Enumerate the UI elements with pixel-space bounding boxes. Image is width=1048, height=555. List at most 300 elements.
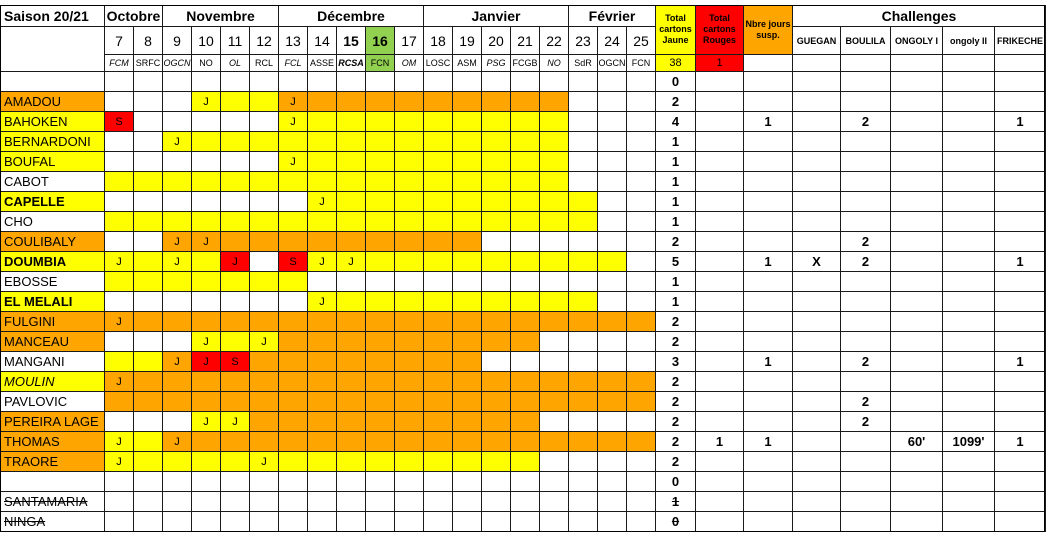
suspension-cell[interactable] (744, 132, 793, 152)
matchday-cell[interactable] (511, 192, 540, 212)
matchday-cell[interactable] (395, 92, 424, 112)
challenge-cell[interactable] (943, 112, 995, 132)
matchday-cell[interactable] (424, 492, 453, 512)
matchday-cell[interactable] (540, 112, 569, 132)
matchday-cell[interactable] (627, 112, 656, 132)
matchday-cell[interactable] (134, 352, 163, 372)
matchday-cell[interactable] (424, 252, 453, 272)
matchday-cell[interactable] (163, 172, 192, 192)
player-name[interactable]: MANGANI (0, 352, 105, 372)
matchday-cell[interactable] (540, 492, 569, 512)
matchday-cell[interactable] (337, 112, 366, 132)
matchday-cell[interactable] (366, 412, 395, 432)
matchday-cell[interactable] (424, 92, 453, 112)
matchday-cell[interactable] (192, 312, 221, 332)
matchday-cell[interactable] (308, 432, 337, 452)
matchday-cell[interactable] (221, 92, 250, 112)
day-header[interactable]: 16 (366, 27, 395, 55)
yellow-total-cell[interactable]: 1 (656, 292, 696, 312)
matchday-cell[interactable] (134, 472, 163, 492)
matchday-cell[interactable] (482, 212, 511, 232)
matchday-cell[interactable] (279, 272, 308, 292)
yellow-total-value[interactable]: 38 (656, 55, 696, 72)
matchday-cell[interactable] (395, 232, 424, 252)
month-header[interactable]: Octobre (105, 5, 163, 27)
opponent-header[interactable]: ASM (453, 55, 482, 72)
red-total-cell[interactable] (696, 192, 744, 212)
red-total-cell[interactable] (696, 112, 744, 132)
matchday-cell[interactable] (366, 172, 395, 192)
player-name[interactable]: BAHOKEN (0, 112, 105, 132)
matchday-cell[interactable] (163, 512, 192, 532)
matchday-cell[interactable] (221, 152, 250, 172)
red-total-cell[interactable] (696, 72, 744, 92)
matchday-cell[interactable] (627, 412, 656, 432)
matchday-cell[interactable] (511, 272, 540, 292)
challenge-cell[interactable] (995, 212, 1046, 232)
challenge-cell[interactable] (793, 492, 841, 512)
matchday-cell[interactable] (134, 512, 163, 532)
matchday-cell[interactable] (337, 472, 366, 492)
challenge-cell[interactable] (841, 92, 891, 112)
matchday-cell[interactable] (134, 392, 163, 412)
matchday-cell[interactable] (482, 172, 511, 192)
matchday-cell[interactable] (627, 152, 656, 172)
suspension-cell[interactable] (744, 212, 793, 232)
matchday-cell[interactable] (482, 152, 511, 172)
challenge-cell[interactable] (793, 132, 841, 152)
red-total-cell[interactable] (696, 412, 744, 432)
challenge-cell[interactable] (793, 512, 841, 532)
matchday-cell[interactable] (192, 152, 221, 172)
matchday-cell[interactable] (221, 432, 250, 452)
day-header[interactable]: 11 (221, 27, 250, 55)
matchday-cell[interactable] (424, 272, 453, 292)
matchday-cell[interactable]: J (192, 232, 221, 252)
matchday-cell[interactable]: J (192, 352, 221, 372)
challenge-cell[interactable]: 60' (891, 432, 943, 452)
matchday-cell[interactable] (163, 112, 192, 132)
matchday-cell[interactable] (105, 512, 134, 532)
matchday-cell[interactable] (395, 392, 424, 412)
challenge-cell[interactable] (891, 492, 943, 512)
challenge-cell[interactable] (943, 232, 995, 252)
player-name[interactable] (0, 72, 105, 92)
suspension-cell[interactable] (744, 192, 793, 212)
player-name[interactable]: CABOT (0, 172, 105, 192)
player-name[interactable]: PAVLOVIC (0, 392, 105, 412)
matchday-cell[interactable] (250, 92, 279, 112)
matchday-cell[interactable] (395, 352, 424, 372)
challenge-cell[interactable]: 2 (841, 232, 891, 252)
challenge-cell[interactable] (891, 252, 943, 272)
matchday-cell[interactable] (540, 372, 569, 392)
matchday-cell[interactable] (250, 112, 279, 132)
player-name[interactable] (0, 472, 105, 492)
opponent-header[interactable]: NO (192, 55, 221, 72)
opponent-header[interactable]: OGCN (163, 55, 192, 72)
challenge-cell[interactable]: 1 (995, 432, 1046, 452)
yellow-total-cell[interactable]: 0 (656, 512, 696, 532)
day-header[interactable]: 17 (395, 27, 424, 55)
red-total-cell[interactable] (696, 452, 744, 472)
matchday-cell[interactable] (598, 292, 627, 312)
matchday-cell[interactable] (221, 452, 250, 472)
matchday-cell[interactable] (511, 252, 540, 272)
challenge-cell[interactable] (891, 472, 943, 492)
matchday-cell[interactable] (279, 292, 308, 312)
matchday-cell[interactable] (511, 332, 540, 352)
matchday-cell[interactable] (163, 412, 192, 432)
month-header[interactable]: Novembre (163, 5, 279, 27)
matchday-cell[interactable] (105, 472, 134, 492)
matchday-cell[interactable] (221, 112, 250, 132)
yellow-total-cell[interactable]: 2 (656, 432, 696, 452)
matchday-cell[interactable] (424, 312, 453, 332)
matchday-cell[interactable] (221, 132, 250, 152)
player-name[interactable]: FULGINI (0, 312, 105, 332)
matchday-cell[interactable] (163, 492, 192, 512)
matchday-cell[interactable] (221, 272, 250, 292)
opponent-header[interactable]: RCSA (337, 55, 366, 72)
matchday-cell[interactable] (540, 172, 569, 192)
matchday-cell[interactable] (250, 212, 279, 232)
matchday-cell[interactable] (337, 392, 366, 412)
challenge-cell[interactable] (943, 472, 995, 492)
matchday-cell[interactable] (105, 352, 134, 372)
matchday-cell[interactable] (163, 332, 192, 352)
matchday-cell[interactable]: S (221, 352, 250, 372)
suspension-cell[interactable] (744, 492, 793, 512)
opponent-header[interactable]: FCGB (511, 55, 540, 72)
matchday-cell[interactable] (598, 232, 627, 252)
matchday-cell[interactable]: J (163, 232, 192, 252)
matchday-cell[interactable] (250, 232, 279, 252)
matchday-cell[interactable] (134, 112, 163, 132)
matchday-cell[interactable] (511, 232, 540, 252)
challenge-cell[interactable] (793, 92, 841, 112)
matchday-cell[interactable] (569, 492, 598, 512)
matchday-cell[interactable] (598, 252, 627, 272)
matchday-cell[interactable] (163, 72, 192, 92)
matchday-cell[interactable] (569, 212, 598, 232)
matchday-cell[interactable] (134, 172, 163, 192)
matchday-cell[interactable] (279, 132, 308, 152)
challenge-cell[interactable] (841, 212, 891, 232)
challenge-cell[interactable] (891, 352, 943, 372)
matchday-cell[interactable] (279, 472, 308, 492)
matchday-cell[interactable] (395, 492, 424, 512)
challenge-cell[interactable] (995, 472, 1046, 492)
matchday-cell[interactable] (598, 312, 627, 332)
matchday-cell[interactable] (337, 72, 366, 92)
matchday-cell[interactable] (366, 112, 395, 132)
matchday-cell[interactable] (279, 412, 308, 432)
challenge-cell[interactable] (943, 172, 995, 192)
challenge-header[interactable]: GUEGAN (793, 27, 841, 55)
player-name[interactable]: SANTAMARIA (0, 492, 105, 512)
matchday-cell[interactable] (337, 192, 366, 212)
matchday-cell[interactable] (540, 252, 569, 272)
challenge-cell[interactable]: 1 (995, 352, 1046, 372)
matchday-cell[interactable] (308, 452, 337, 472)
challenge-cell[interactable] (943, 332, 995, 352)
matchday-cell[interactable] (134, 312, 163, 332)
matchday-cell[interactable] (540, 352, 569, 372)
challenge-cell[interactable] (995, 192, 1046, 212)
matchday-cell[interactable] (192, 292, 221, 312)
challenge-cell[interactable] (841, 372, 891, 392)
matchday-cell[interactable]: J (250, 452, 279, 472)
opponent-header[interactable]: FCL (279, 55, 308, 72)
matchday-cell[interactable] (540, 452, 569, 472)
yellow-total-cell[interactable]: 1 (656, 192, 696, 212)
matchday-cell[interactable] (395, 292, 424, 312)
challenge-blank[interactable] (891, 55, 943, 72)
player-name[interactable]: AMADOU (0, 92, 105, 112)
suspension-cell[interactable] (744, 452, 793, 472)
challenge-cell[interactable] (793, 212, 841, 232)
challenge-cell[interactable]: 2 (841, 352, 891, 372)
challenge-cell[interactable] (793, 372, 841, 392)
challenge-header[interactable]: FRIKECHE (995, 27, 1046, 55)
matchday-cell[interactable] (221, 312, 250, 332)
matchday-cell[interactable] (627, 312, 656, 332)
matchday-cell[interactable] (453, 512, 482, 532)
matchday-cell[interactable] (163, 312, 192, 332)
challenge-cell[interactable] (943, 152, 995, 172)
player-name[interactable]: EBOSSE (0, 272, 105, 292)
challenge-cell[interactable] (943, 132, 995, 152)
matchday-cell[interactable] (134, 492, 163, 512)
challenge-cell[interactable] (943, 252, 995, 272)
matchday-cell[interactable] (105, 492, 134, 512)
yellow-total-cell[interactable]: 1 (656, 212, 696, 232)
matchday-cell[interactable] (366, 292, 395, 312)
matchday-cell[interactable] (105, 392, 134, 412)
matchday-cell[interactable] (192, 212, 221, 232)
matchday-cell[interactable] (453, 112, 482, 132)
red-total-cell[interactable] (696, 232, 744, 252)
matchday-cell[interactable] (627, 272, 656, 292)
matchday-cell[interactable] (540, 92, 569, 112)
matchday-cell[interactable] (395, 372, 424, 392)
matchday-cell[interactable] (308, 472, 337, 492)
matchday-cell[interactable] (134, 332, 163, 352)
red-total-cell[interactable] (696, 472, 744, 492)
matchday-cell[interactable] (279, 212, 308, 232)
matchday-cell[interactable] (105, 332, 134, 352)
matchday-cell[interactable] (221, 212, 250, 232)
matchday-cell[interactable] (308, 272, 337, 292)
opponent-header[interactable]: OM (395, 55, 424, 72)
matchday-cell[interactable] (598, 352, 627, 372)
challenge-cell[interactable] (793, 272, 841, 292)
matchday-cell[interactable] (424, 212, 453, 232)
matchday-cell[interactable] (424, 512, 453, 532)
day-header[interactable]: 23 (569, 27, 598, 55)
matchday-cell[interactable] (105, 152, 134, 172)
opponent-header[interactable]: RCL (250, 55, 279, 72)
matchday-cell[interactable] (627, 472, 656, 492)
suspension-cell[interactable] (744, 372, 793, 392)
matchday-cell[interactable] (627, 172, 656, 192)
challenge-cell[interactable]: 1099' (943, 432, 995, 452)
matchday-cell[interactable] (453, 252, 482, 272)
challenge-cell[interactable] (943, 192, 995, 212)
matchday-cell[interactable] (511, 132, 540, 152)
matchday-cell[interactable] (337, 452, 366, 472)
matchday-cell[interactable] (453, 452, 482, 472)
challenge-cell[interactable] (891, 452, 943, 472)
challenge-cell[interactable]: 2 (841, 112, 891, 132)
matchday-cell[interactable] (134, 292, 163, 312)
matchday-cell[interactable] (308, 92, 337, 112)
challenge-cell[interactable] (841, 152, 891, 172)
matchday-cell[interactable] (221, 232, 250, 252)
matchday-cell[interactable] (540, 272, 569, 292)
matchday-cell[interactable] (453, 72, 482, 92)
yellow-total-cell[interactable]: 2 (656, 312, 696, 332)
matchday-cell[interactable] (337, 132, 366, 152)
matchday-cell[interactable] (395, 312, 424, 332)
matchday-cell[interactable]: S (105, 112, 134, 132)
matchday-cell[interactable] (250, 312, 279, 332)
yellow-total-cell[interactable]: 3 (656, 352, 696, 372)
matchday-cell[interactable] (395, 332, 424, 352)
challenge-cell[interactable] (841, 72, 891, 92)
matchday-cell[interactable] (453, 152, 482, 172)
matchday-cell[interactable] (192, 172, 221, 192)
matchday-cell[interactable] (627, 252, 656, 272)
matchday-cell[interactable] (511, 312, 540, 332)
matchday-cell[interactable] (337, 432, 366, 452)
red-total-cell[interactable] (696, 252, 744, 272)
matchday-cell[interactable] (366, 272, 395, 292)
matchday-cell[interactable] (424, 172, 453, 192)
matchday-cell[interactable]: J (192, 92, 221, 112)
matchday-cell[interactable] (598, 412, 627, 432)
opponent-header[interactable]: SRFC (134, 55, 163, 72)
matchday-cell[interactable] (395, 452, 424, 472)
challenge-cell[interactable] (995, 72, 1046, 92)
matchday-cell[interactable] (598, 372, 627, 392)
matchday-cell[interactable] (163, 152, 192, 172)
challenge-cell[interactable] (943, 412, 995, 432)
matchday-cell[interactable] (337, 492, 366, 512)
matchday-cell[interactable] (511, 452, 540, 472)
matchday-cell[interactable] (134, 412, 163, 432)
matchday-cell[interactable] (134, 132, 163, 152)
matchday-cell[interactable] (192, 512, 221, 532)
challenge-cell[interactable] (891, 292, 943, 312)
challenge-header[interactable]: ONGOLY I (891, 27, 943, 55)
matchday-cell[interactable] (366, 212, 395, 232)
matchday-cell[interactable] (221, 472, 250, 492)
matchday-cell[interactable] (308, 132, 337, 152)
challenge-cell[interactable] (995, 152, 1046, 172)
matchday-cell[interactable] (453, 432, 482, 452)
yellow-total-cell[interactable]: 2 (656, 412, 696, 432)
matchday-cell[interactable] (221, 332, 250, 352)
challenge-cell[interactable] (841, 492, 891, 512)
matchday-cell[interactable] (598, 432, 627, 452)
matchday-cell[interactable] (192, 252, 221, 272)
matchday-cell[interactable] (627, 332, 656, 352)
matchday-cell[interactable] (192, 452, 221, 472)
matchday-cell[interactable] (250, 292, 279, 312)
matchday-cell[interactable] (569, 412, 598, 432)
matchday-cell[interactable] (105, 412, 134, 432)
matchday-cell[interactable] (192, 192, 221, 212)
matchday-cell[interactable] (569, 432, 598, 452)
matchday-cell[interactable]: J (163, 132, 192, 152)
yellow-total-cell[interactable]: 1 (656, 132, 696, 152)
matchday-cell[interactable] (511, 152, 540, 172)
matchday-cell[interactable] (250, 352, 279, 372)
matchday-cell[interactable] (308, 372, 337, 392)
matchday-cell[interactable] (569, 332, 598, 352)
matchday-cell[interactable] (598, 92, 627, 112)
challenge-blank[interactable] (793, 55, 841, 72)
matchday-cell[interactable] (598, 492, 627, 512)
player-name[interactable]: EL MELALI (0, 292, 105, 312)
challenge-cell[interactable] (995, 292, 1046, 312)
matchday-cell[interactable] (540, 392, 569, 412)
matchday-cell[interactable] (540, 232, 569, 252)
challenge-cell[interactable] (995, 272, 1046, 292)
matchday-cell[interactable] (511, 92, 540, 112)
matchday-cell[interactable]: J (105, 432, 134, 452)
matchday-cell[interactable] (511, 72, 540, 92)
matchday-cell[interactable] (192, 72, 221, 92)
matchday-cell[interactable] (424, 412, 453, 432)
matchday-cell[interactable] (453, 232, 482, 252)
matchday-cell[interactable] (569, 232, 598, 252)
challenge-cell[interactable] (891, 332, 943, 352)
matchday-cell[interactable] (337, 312, 366, 332)
challenge-cell[interactable] (995, 412, 1046, 432)
suspension-cell[interactable] (744, 232, 793, 252)
yellow-total-cell[interactable]: 2 (656, 92, 696, 112)
matchday-cell[interactable] (134, 92, 163, 112)
matchday-cell[interactable] (424, 392, 453, 412)
matchday-cell[interactable] (221, 192, 250, 212)
challenge-cell[interactable] (943, 272, 995, 292)
challenge-cell[interactable] (995, 172, 1046, 192)
matchday-cell[interactable] (163, 392, 192, 412)
matchday-cell[interactable] (279, 492, 308, 512)
challenge-blank[interactable] (841, 55, 891, 72)
challenge-cell[interactable] (995, 312, 1046, 332)
matchday-cell[interactable] (163, 452, 192, 472)
matchday-cell[interactable] (105, 292, 134, 312)
player-name[interactable]: DOUMBIA (0, 252, 105, 272)
red-total-cell[interactable] (696, 292, 744, 312)
player-name[interactable]: CHO (0, 212, 105, 232)
opponent-header[interactable]: PSG (482, 55, 511, 72)
challenge-cell[interactable] (943, 72, 995, 92)
matchday-cell[interactable]: J (192, 332, 221, 352)
opponent-header[interactable]: NO (540, 55, 569, 72)
matchday-cell[interactable] (627, 92, 656, 112)
yellow-total-cell[interactable]: 1 (656, 172, 696, 192)
matchday-cell[interactable] (424, 192, 453, 212)
matchday-cell[interactable] (511, 412, 540, 432)
player-name[interactable]: NINGA (0, 512, 105, 532)
matchday-cell[interactable] (250, 512, 279, 532)
player-name[interactable]: PEREIRA LAGE (0, 412, 105, 432)
